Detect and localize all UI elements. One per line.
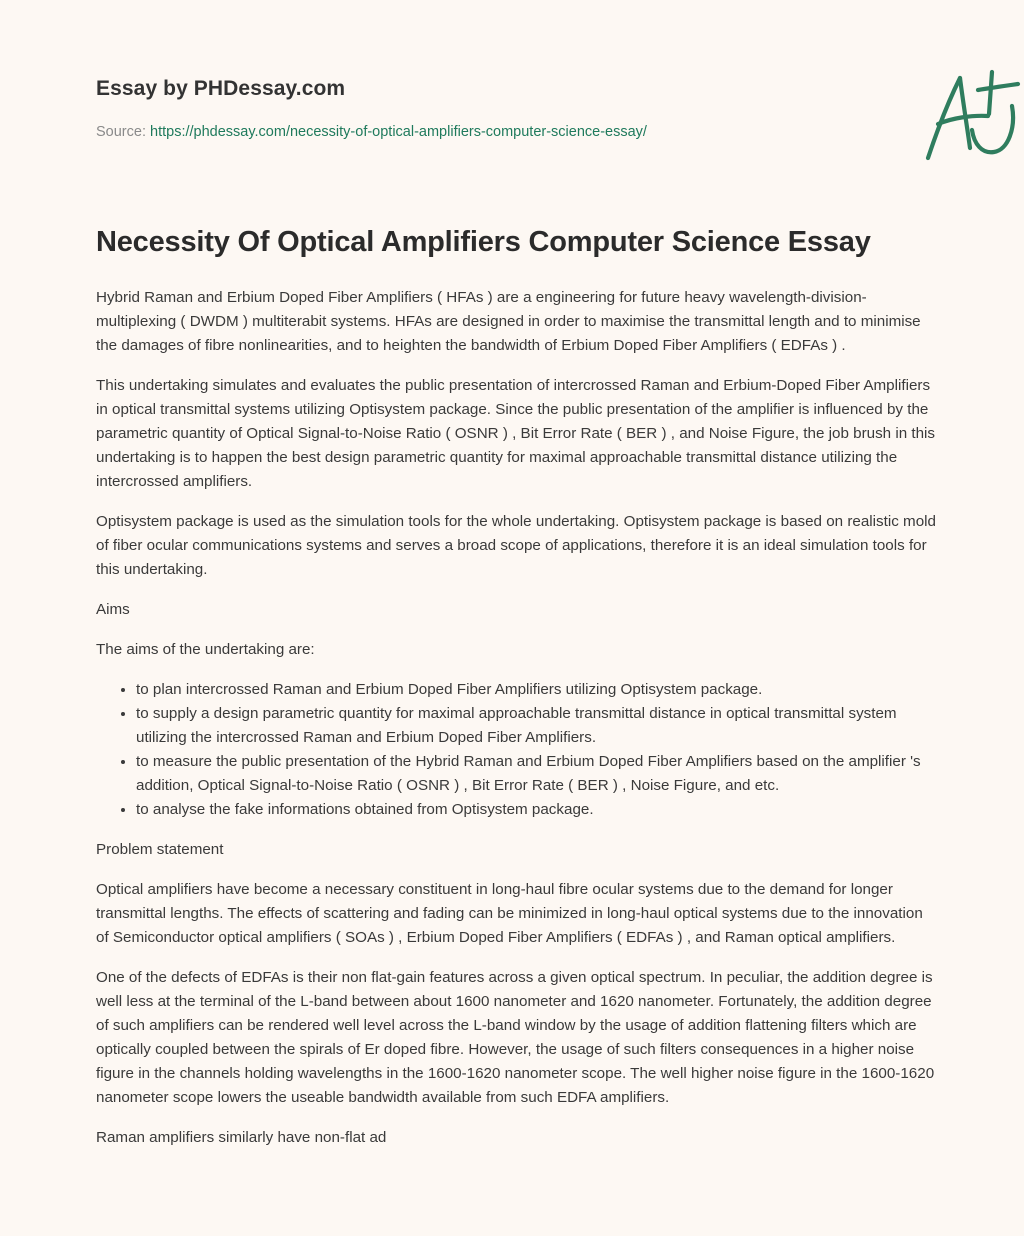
a-plus-logo-icon [916,68,1024,164]
paragraph-4: Optical amplifiers have become a necessary constituent in long-haul fibre ocular systems due to the demand for longer transmittal lengths. The effects of scattering and fading can be minimized in long-haul optical systems due to the innovation of Semiconductor optical amplifiers ( SOAs ) , Erbium Doped Fiber Amplifiers ( EDFAs ) , and Raman optical amplifiers. [96,881,923,946]
paragraph-1: Hybrid Raman and Erbium Doped Fiber Amplifiers ( HFAs ) are a engineering for future heavy wavelength-division-multiplexing ( DWDM ) multiterabit systems. HFAs are designed in order to maximise the transmittal length and to minimise the damages of fibre nonlinearities, and to heighten the bandwidth of Erbium Doped Fiber Amplifiers ( EDFAs ) . [96,289,921,354]
list-item: • to supply a design parametric quantity for maximal approachable transmittal distance in optical transmittal system utilizing the intercrossed Raman and Erbium Doped Fiber Amplifiers. [136,702,936,750]
source-label: Source: [96,124,146,140]
list-item: • to measure the public presentation of the Hybrid Raman and Erbium Doped Fiber Amplifiers based on the amplifier 's addition, Optical Signal-to-Noise Ratio ( OSNR ) , Bit Error Rate ( BER ) , Noise Figure, and etc. [136,750,936,798]
essay-title: Necessity Of Optical Amplifiers Computer Science Essay [96,226,871,258]
paragraph-2: This undertaking simulates and evaluates the public presentation of intercrossed Raman and Erbium-Doped Fiber Amplifiers in optical transmittal systems utilizing Optisystem package. Since the public presentation of the amplifier is influenced by the parametric quantity of Optical Signal-to-Noise Ratio ( OSNR ) , Bit Error Rate ( BER ) , and Noise Figure, the job brush in this undertaking is to happen the best design parametric quantity for maximal approachable transmittal distance utilizing the intercrossed amplifiers. [96,377,936,490]
paragraph-3: Optisystem package is used as the simulation tools for the whole undertaking. Optisystem package is based on realistic mold of fiber ocular communications systems and serves a broad scope of applications, therefore it is an ideal simulation tools for this undertaking. [96,513,936,578]
paragraph-5: One of the defects of EDFAs is their non flat-gain features across a given optical spectrum. In peculiar, the addition degree is well less at the terminal of the L-band between about 1600 nanometer and 1620 nanometer. Fortunately, the addition degree of such amplifiers can be rendered well level across the L-band window by the usage of addition flattening filters which are optically coupled between the spirals of Er doped fibre. However, the usage of such filters consequences in a higher noise figure in the channels holding wavelengths in the 1600-1620 nanometer scope. The well higher noise figure in the 1600-1620 nanometer scope lowers the useable bandwidth available from such EDFA amplifiers. [96,969,935,1106]
aims-list [96,678,936,822]
source-line [96,124,647,140]
paragraph-6: Raman amplifiers similarly have non-flat ad [96,1129,387,1146]
problem-heading: Problem statement [96,841,224,858]
list-item: • to plan intercrossed Raman and Erbium Doped Fiber Amplifiers utilizing Optisystem package. [136,678,936,702]
essay-body [96,286,936,1166]
site-title: Essay by PHDessay.com [96,77,346,100]
aims-intro: The aims of the undertaking are: [96,641,315,658]
list-item: • to analyse the fake informations obtained from Optisystem package. [136,798,936,822]
source-link[interactable]: https://phdessay.com/necessity-of-optical-amplifiers-computer-science-essay/ [150,124,647,140]
aims-heading: Aims [96,601,130,618]
